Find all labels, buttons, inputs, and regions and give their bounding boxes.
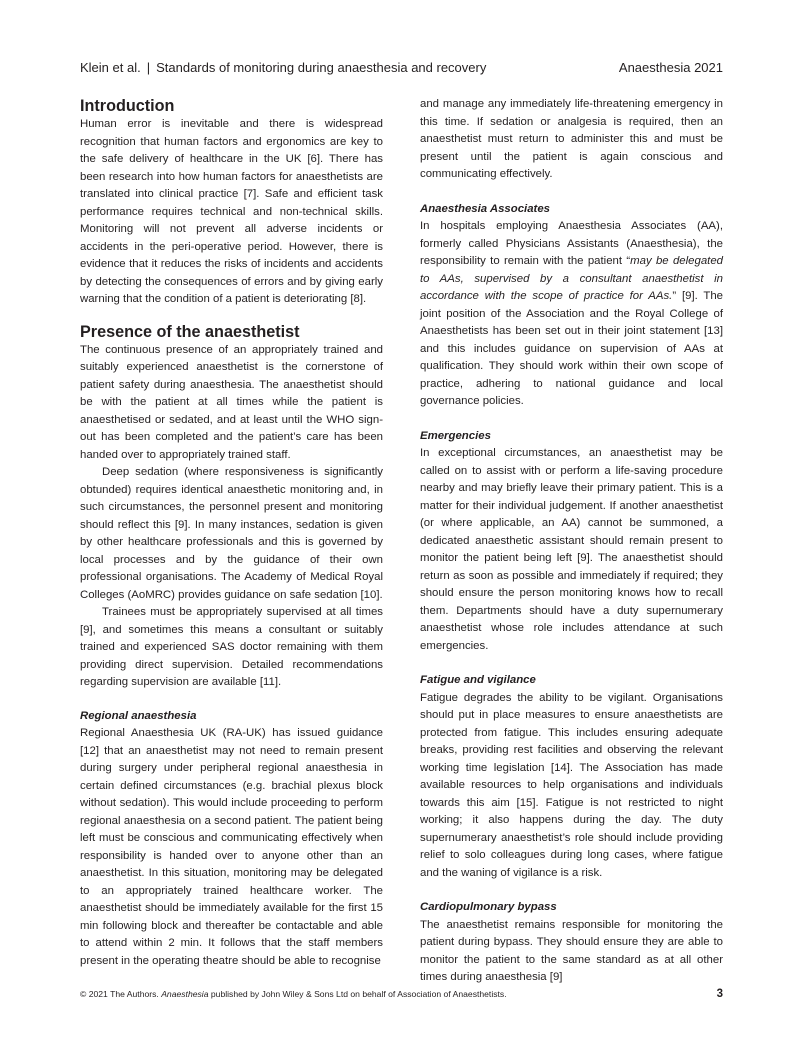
associates-text-before: In hospitals employing Anaesthesia Associates (AA), formerly called Physicians Assistants (Anaesthesia), the responsibility to remain with the patient “ bbox=[420, 220, 723, 267]
header-short-title: Standards of monitoring during anaesthesia and recovery bbox=[156, 60, 487, 75]
section-title-presence: Presence of the anaesthetist bbox=[80, 322, 300, 341]
fatigue-paragraph: Fatigue degrades the ability to be vigilant. Organisations should put in place measures to ensure anaesthetists are protected from fatigue. This includes ensuring adequate breaks, providing rest facilities and observing the relevant working time legislation [14]. The Association has made available resources to help organisations and individuals towards this aim [15]. Fatigue is not restricted to night working; it also happens during the day. The duty supernumerary anaesthetist’s role should include providing relief to solo colleagues during long cases, where fatigue and the waning of vigilance is a risk. bbox=[420, 691, 723, 879]
header-authors: Klein et al. bbox=[80, 60, 141, 75]
header-journal-year: Anaesthesia 2021 bbox=[618, 60, 723, 75]
right-column bbox=[420, 96, 723, 987]
running-head bbox=[80, 60, 723, 76]
footer-copyright-before: © 2021 The Authors. bbox=[80, 989, 159, 999]
subsection-title-associates: Anaesthesia Associates bbox=[420, 202, 551, 215]
presence-paragraph-3: Trainees must be appropriately supervised at all times [9], and sometimes this means a consultant or suitably trained and experienced SAS doctor remaining with them providing direct supervision. Detailed recommendations regarding supervision are available [11]. bbox=[80, 606, 383, 688]
left-column bbox=[80, 96, 383, 970]
emergencies-paragraph: In exceptional circumstances, an anaesthetist may be called on to assist with or perform a life-saving procedure nearby and may briefly leave their primary patient. This is a matter for their individual judgement. If another anaesthetist (or where applicable, an AA) cannot be summoned, a dedicated anaesthetic assistant should remain present to monitor the patient being left [9]. The anaesthetist should return as soon as possible and immediately if required; they should ensure the person monitoring knows how to recall them. Departments should have a duty supernumerary anaesthetist whose role includes attendance at such emergencies. bbox=[420, 447, 723, 652]
footer-copyright bbox=[80, 988, 507, 1000]
associates-text-after: ” [9]. The joint position of the Association and the Royal College of Anaesthetists has been set out in their joint statement [13] and this includes guidance on supervision of AAs at qualification. They should work within their own scope of practice, adhering to national guidance and local governance policies. bbox=[420, 290, 724, 407]
associates-paragraph bbox=[420, 218, 723, 411]
bypass-paragraph: The anaesthetist remains responsible for monitoring the patient during bypass. They should ensure they are able to monitor the patient to the same standard as at all other times during anaesthesia [9] bbox=[420, 918, 723, 983]
subsection-title-regional: Regional anaesthesia bbox=[80, 709, 197, 722]
running-head-left bbox=[80, 60, 486, 76]
regional-paragraph: Regional Anaesthesia UK (RA-UK) has issued guidance [12] that an anaesthetist may not need to remain present during surgery under peripheral regional anaesthesia in certain defined circumstances (e.g. brachial plexus block without sedation). This would include proceeding to perform regional anaesthesia on a second patient. The patient being left must be conscious and communicating effectively when responsibility is handed over to anyone other than an anaesthetist. In this situation, monitoring may be delegated to an appropriately trained healthcare worker. The anaesthetist should be immediately available for the first 15 min following block and thereafter be contactable and able to attend within 2 min. It follows that the staff members present in the operating theatre should be able to recognise bbox=[80, 727, 383, 967]
continuation-paragraph: and manage any immediately life-threatening emergency in this time. If sedation or analgesia is required, then an anaesthetist must return to administer this and must be present until the patient is again conscious and communicating effectively. bbox=[420, 98, 723, 180]
page-footer bbox=[80, 988, 723, 1000]
subsection-title-emergencies: Emergencies bbox=[420, 429, 491, 442]
introduction-paragraph: Human error is inevitable and there is widespread recognition that human factors and ergonomics are key to the safe delivery of healthcare in the UK [6]. There has been research into how human factors for anaesthetists are translated into clinical practice [7]. Safe and efficient task performance requires technical and non-technical skills. Monitoring will not prevent all adverse incidents or accidents in the peri-operative period. However, there is evidence that it reduces the risks of incidents and accidents by detecting the consequences of errors and by giving early warning that the condition of a patient is deteriorating [8]. bbox=[80, 118, 383, 305]
footer-journal-name: Anaesthesia bbox=[161, 989, 209, 999]
section-title-introduction: Introduction bbox=[80, 97, 175, 115]
page-number: 3 bbox=[716, 988, 723, 1000]
header-separator: | bbox=[146, 60, 151, 75]
subsection-title-bypass: Cardiopulmonary bypass bbox=[420, 901, 557, 913]
presence-paragraph-1: The continuous presence of an appropriately trained and suitably experienced anaesthetist is the cornerstone of patient safety during anaesthesia. The anaesthetist should be with the patient at all times while the patient is anaesthetised or sedated, and at least until the WHO sign-out has been completed and the patient’s care has been handed over to appropriately trained staff. bbox=[80, 343, 383, 461]
subsection-title-fatigue: Fatigue and vigilance bbox=[420, 674, 536, 686]
presence-paragraph-2: Deep sedation (where responsiveness is significantly obtunded) requires identical anaesthetic monitoring and, in such circumstances, the personnel present and monitoring should reflect this [9]. In many instances, sedation is given by other healthcare professionals and this is governed by local processes and by the guidance of their own professional organisations. The Academy of Medical Royal Colleges (AoMRC) provides guidance on safe sedation [10]. bbox=[80, 466, 383, 601]
footer-copyright-after: published by John Wiley & Sons Ltd on behalf of Association of Anaesthetists. bbox=[210, 989, 507, 999]
associates-quote: may be delegated to AAs, supervised by a consultant anaesthetist in accordance with the scope of practice for AAs. bbox=[420, 255, 723, 302]
